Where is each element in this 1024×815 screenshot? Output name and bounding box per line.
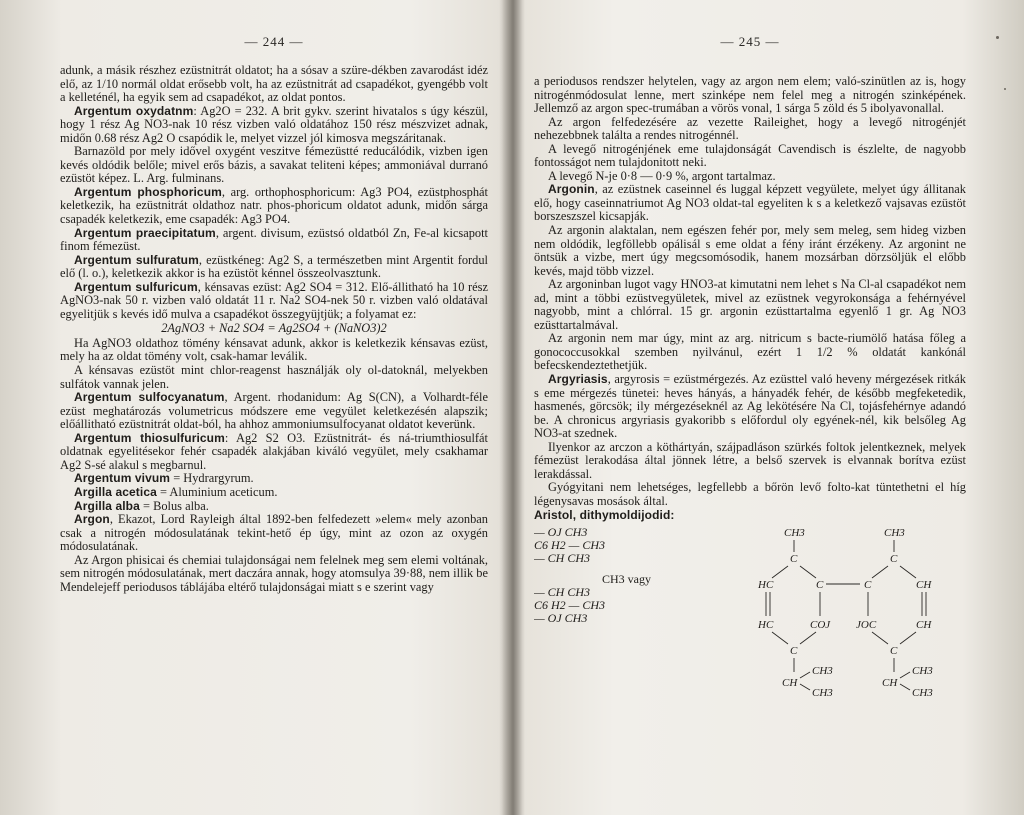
headword: Argentum thiosulfuricum bbox=[74, 430, 225, 445]
paragraph: Argentum sulfocyanatum, Argent. rhodanidum: Ag S(CN), a Volhardt-féle ezüst meghatározás volumetricus módszere eme vegyület keletkezésén alapszik; előállitható ezüstnitrát oldat-ból, ha ahhoz ammoniumsulfocyanat oldatot keverünk. bbox=[60, 390, 488, 432]
bond bbox=[900, 566, 916, 578]
bond bbox=[772, 566, 788, 578]
bond bbox=[872, 632, 888, 644]
paragraph: A kénsavas ezüstöt mint chlor-reagenst használják oly ol-datoknál, melyekben sulfátok vannak jelen. bbox=[60, 363, 488, 391]
paragraph: Ilyenkor az arczon a köthártyán, szájpadláson szürkés foltok jelentkeznek, melyek fémezüst lerakodása által jönnek létre, a belső szervek is elvannak borítva ezüst lerakdással. bbox=[534, 439, 966, 481]
bond bbox=[800, 632, 816, 644]
aristol-structural-formula bbox=[756, 526, 966, 716]
label-coj: COJ bbox=[810, 619, 831, 632]
headword: Argentum phosphoricum bbox=[74, 184, 222, 199]
paragraph: Gyógyitani nem lehetséges, legfellebb a bőrön levő folto-kat tüntethetni el híg légenysavas mosások által. bbox=[534, 480, 966, 508]
paper-speck bbox=[996, 36, 999, 39]
aristol-formulas bbox=[534, 526, 966, 716]
headword: Argentum sulfocyanatum bbox=[74, 390, 225, 405]
bond bbox=[800, 566, 816, 578]
formula-line: — CH CH3 bbox=[534, 551, 591, 566]
label-ch: CH bbox=[916, 619, 932, 632]
page-244 bbox=[60, 0, 488, 815]
paragraph: Argentum praecipitatum, argent. divisum, ezüstsó oldatból Zn, Fe-al kicsapott finom fémezüst. bbox=[60, 225, 488, 254]
headword: Argentum sulfuratum bbox=[74, 252, 199, 267]
formula-line: C6 H2 — CH3 bbox=[534, 598, 606, 613]
paragraph: A levegő nitrogénjének eme tulajdonságát Cavendisch is észlelte, de nagyobb fontosságot nem tulajdonitott neki. bbox=[534, 141, 966, 170]
paragraph: Az argonin alaktalan, nem egészen fehér por, mely sem meleg, sem hideg vizben nem oldódik, legföllebb opálisál s eme oldat a fény iránt érzékeny. Az argonint ne öntsük a vizbe, mert úgy megcsomósodik, hanem mozsárban dörzsöljük el előbb kevés, majd több vizzel. bbox=[534, 223, 966, 278]
page-text bbox=[60, 64, 488, 594]
label-joc: JOC bbox=[856, 619, 877, 632]
formula-line: — OJ CH3 bbox=[534, 525, 588, 540]
bond bbox=[900, 672, 910, 678]
headword: Argentum oxydatnm bbox=[74, 103, 194, 118]
formula-line: — CH CH3 bbox=[534, 585, 591, 600]
bond bbox=[872, 566, 888, 578]
headword: Argentum praecipitatum bbox=[74, 225, 216, 240]
paragraph: Az argonin nem mar úgy, mint az arg. nitricum s bacte-riumölő hatása főleg a gonococcusokkal szemben nyilvánul, ezért 1 1/2 % oldatát kankónál befecskendeztethetjük. bbox=[534, 331, 966, 373]
paragraph: Argentum sulfuricum, kénsavas ezüst: Ag2 SO4 = 312. Elő-állitható ha 10 rész AgNO3-nak 50 r. vizben való oldatát 11 r. Na2 SO4-nek 50 r. vizben való oldatával egyelitjük s kevés idő mulva a csapadékot összegyüjtjük; a folyamat ez: bbox=[60, 279, 488, 321]
label-ch: CH bbox=[916, 579, 932, 592]
bond bbox=[772, 632, 788, 644]
paragraph: Argentum thiosulfuricum: Ag2 S2 O3. Ezüstnitrát- és ná-triumthiosulfát oldatnak egyelitésekor fehér csapadék alakjában kiváló vegyület, mely csakhamar Ag2 S-sé alakul s megbarnul. bbox=[60, 430, 488, 472]
page-number: — 244 — bbox=[244, 34, 304, 49]
headword: Argentum vivum bbox=[74, 471, 171, 486]
headword: Argon bbox=[74, 512, 110, 527]
paragraph: Az argon felfedezésére az vezette Raileighet, hogy a levegő nitrogénjét nehezebbnek találta a rendes nitrogénnél. bbox=[534, 114, 966, 143]
headword: Argilla alba bbox=[74, 498, 140, 513]
reaction-equation: 2AgNO3 + Na2 SO4 = Ag2SO4 + (NaNO3)2 bbox=[161, 321, 387, 336]
label-c: C bbox=[890, 645, 898, 658]
bond bbox=[900, 684, 910, 690]
label-hc: HC bbox=[758, 619, 774, 632]
book-gutter bbox=[499, 0, 525, 815]
label-ch3: CH3 bbox=[884, 527, 905, 540]
page-245 bbox=[534, 0, 966, 815]
bond bbox=[800, 672, 810, 678]
headword: Argentum sulfuricum bbox=[74, 279, 198, 294]
label-c: C bbox=[890, 553, 898, 566]
label-c: C bbox=[790, 553, 798, 566]
label-ch3: CH3 bbox=[812, 665, 833, 678]
paragraph: Argentum oxydatnm: Ag2O = 232. A brit gykv. szerint hivatalos s úgy készül, hogy 1 rész Ag NO3-nak 10 rész vizben való oldatához 150 rész mészvizet adnak, midőn 0.68 rész Ag2 O csapódik le, melyet vizzel jól kimosva megszáritanak. bbox=[60, 103, 488, 145]
label-ch: CH bbox=[782, 677, 798, 690]
paragraph: Ha AgNO3 oldathoz tömény kénsavat adunk, akkor is keletkezik kénsavas ezüst, mely ha az oldat tömény volt, csak-hamar leválik. bbox=[60, 335, 488, 364]
formula-joiner: CH3 vagy bbox=[602, 572, 651, 587]
paragraph: A levegő N-je 0·8 — 0·9 %, argont tartalmaz. bbox=[548, 168, 776, 183]
paragraph: Argentum vivum = Hydrargyrum. bbox=[74, 471, 254, 486]
paragraph: Argilla acetica = Aluminium aceticum. bbox=[74, 484, 278, 499]
formula-b bbox=[534, 586, 684, 625]
paragraph: Argon, Ekazot, Lord Rayleigh által 1892-ben felfedezett »elem« mely azonban csak a nitrogén módosulatának tekint-hető ép úgy, mint az ozon az oxygén módosulatának. bbox=[60, 512, 488, 554]
label-ch3: CH3 bbox=[912, 687, 933, 700]
paragraph: adunk, a másik részhez ezüstnitrát oldatot; ha a sósav a szüre-dékben zavarodást idéz elő, az 1/10 normál oldat erősebb volt, ha az ezüstnitrát ad csapadékot, gyengébb volt a kelleténél, ha egyik sem ad csapadékot, az oldat pontos. bbox=[60, 63, 488, 105]
label-hc: HC bbox=[758, 579, 774, 592]
paragraph: Argonin, az ezüstnek caseinnel és luggal képzett vegyülete, melyet úgy állitanak elő, hogy caseinnatriumot Ag NO3 oldat-tal egyeliten k s a keletkező vajsavas ezüstöt borszeszszel kicsapják. bbox=[534, 182, 966, 224]
page-number: — 245 — bbox=[720, 34, 780, 49]
paragraph: Az argoninban lugot vagy HNO3-at kimutatni nem lehet s Na Cl-al csapadékot nem ad, mint a többi ezüstvegyületek, mivel az ezüstnek vegyrokonsága a fehérnyével nagyobb, mint a chlórral. 15 gr. argonin ezüsttartalma egyenlő 1 gr. Ag NO3 ezüsttartalmával. bbox=[534, 277, 966, 332]
formula-line: C6 H2 — CH3 bbox=[534, 538, 606, 553]
aristol-condensed-formula bbox=[534, 526, 684, 716]
headword: Argonin bbox=[548, 182, 595, 197]
label-c: C bbox=[864, 579, 872, 592]
paragraph: Argentum phosphoricum, arg. orthophosphoricum: Ag3 PO4, ezüstphosphát keletkezik, ha ezüstnitrát oldathoz natr. phos-phoricum oldatot adunk, midőn sárga csapadék keletkezik, eme csapadék: Ag3 PO4. bbox=[60, 184, 488, 227]
bond bbox=[900, 632, 916, 644]
headword: Argyriasis bbox=[548, 372, 608, 387]
structure-diagram bbox=[756, 526, 966, 716]
paragraph: Argyriasis, argyrosis = ezüstmérgezés. Az ezüsttel való heveny mérgezések ritkák s eme mérgezés tünetei: heves hányás, a hányadék fehér, de később megfeketedik, hasmenés, görcsök; ily mérgezéseknél az Ag lekötésére Na Cl, tojásfehérnye adandó be. A chronicus argyriasis gyakoribb s előfordul oly egyének-nél, kik belsőleg Ag NO3-at szednek. bbox=[534, 372, 966, 441]
label-ch3: CH3 bbox=[784, 527, 805, 540]
headword: Argilla acetica bbox=[74, 484, 157, 499]
paper-speck bbox=[1004, 88, 1006, 90]
formula-line: — OJ CH3 bbox=[534, 611, 588, 626]
paragraph: a periodusos rendszer helytelen, vagy az argon nem elem; való-szinütlen az is, hogy nitrogénmódosulat lenne, mert szinképe nem felel meg a nitrogén szinképének. Jellemző az argon spec-trumában a vörös vonal, 1 sárga 5 zöld és 5 ibolyavonallal. bbox=[534, 74, 966, 116]
formula-a bbox=[534, 526, 684, 565]
headword: Aristol, dithymoldijodid: bbox=[534, 507, 675, 522]
paragraph: Argentum sulfuratum, ezüstkéneg: Ag2 S, a természetben mint Argentit fordul elő (l. o.), keletkezik akkor is ha ezüstöt kénnel összeolvasztunk. bbox=[60, 252, 488, 281]
label-ch: CH bbox=[882, 677, 898, 690]
aristol-heading bbox=[534, 509, 966, 523]
label-c: C bbox=[790, 645, 798, 658]
label-c: C bbox=[816, 579, 824, 592]
paragraph: Barnazöld por mely idővel oxygént veszitve fémezüstté reducálódik, vizben igen kevés oldódik belőle; mivel erős bázis, a savakat teliteni képes; ammoniával durranó ezüstöt képez. L. Arg. fulminans. bbox=[60, 144, 488, 186]
paragraph: Argilla alba = Bolus alba. bbox=[74, 498, 209, 513]
bond bbox=[800, 684, 810, 690]
label-ch3: CH3 bbox=[912, 665, 933, 678]
page-text bbox=[534, 75, 966, 716]
label-ch3: CH3 bbox=[812, 687, 833, 700]
paragraph: Az Argon phisicai és chemiai tulajdonságai nem felelnek meg sem elemi voltának, sem nitrogén módosulatának, mert daczára annak, hogy atomsulya 39·88, nem illik be Mendelejeff periodusos táblájába eltérő tulajdonságai miatt s e szerint vagy bbox=[60, 552, 488, 594]
